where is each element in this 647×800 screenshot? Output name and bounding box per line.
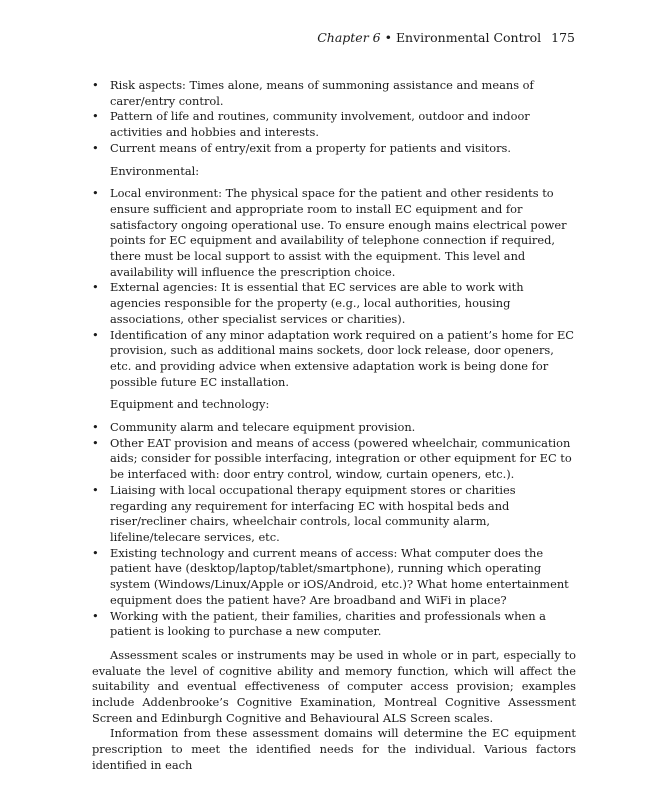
- list-item-text: Current means of entry/exit from a property for patients and visitors.: [110, 140, 511, 155]
- header-separator: •: [380, 30, 396, 45]
- list-item-text: Liaising with local occupational therapy equipment stores or charities regarding any requirement for interfacing EC with hospital beds and riser/recliner chairs, wheelchair controls, local community alarm, lifeline/telecare services, etc.: [110, 482, 516, 544]
- bullet-marker: •: [92, 482, 99, 497]
- list-item: [92, 280, 576, 327]
- list-item: [92, 609, 576, 640]
- list-item-text: Local environment: The physical space for the patient and other residents to ensure sufficient and appropriate room to install EC equipment and for satisfactory ongoing operational use. To ensure enough mains electrical power points for EC equipment and availability of telephone connection if required, there must be local support to assist with the equipment. This level and availability will influence the prescription choice.: [110, 186, 567, 279]
- list-item-text: External agencies: It is essential that EC services are able to work with agencies responsible for the property (e.g., local authorities, housing associations, other specialist services or charities).: [110, 280, 524, 326]
- list-item-text: Other EAT provision and means of access (powered wheelchair, communication aids; consider for possible interfacing, integration or other equipment for EC to be interfaced with: door entry control, window, curtain openers, etc.).: [110, 435, 572, 482]
- bullet-marker: •: [92, 545, 99, 560]
- list-item: [92, 78, 576, 109]
- list-item: [92, 436, 576, 483]
- spacer: [92, 640, 576, 648]
- paragraph-assessment-scales: Assessment scales or instruments may be used in whole or in part, especially to evaluate the level of cognitive ability and memory function, which will affect the suitability and eventual effectiveness of computer access provision; examples include Addenbrooke’s Cognitive Examination, Montreal Cognitive Assessment Screen and Edinburgh Cognitive and Behavioural ALS Screen scales.: [92, 647, 576, 725]
- bullet-marker: •: [92, 327, 99, 342]
- bullet-marker: •: [92, 420, 99, 435]
- bullet-marker: •: [92, 435, 99, 450]
- list-item-text: Pattern of life and routines, community involvement, outdoor and indoor activities and hobbies and interests.: [110, 109, 530, 140]
- bullet-marker: •: [92, 280, 99, 295]
- list-item-text: Community alarm and telecare equipment provision.: [110, 420, 416, 435]
- subheading-equipment: Equipment and technology:: [110, 397, 270, 412]
- running-head: [317, 28, 575, 48]
- list-item: [92, 420, 576, 436]
- page-number: 175: [551, 30, 575, 45]
- bullet-marker: •: [92, 78, 99, 92]
- list-item: [92, 328, 576, 391]
- bullet-marker: •: [92, 186, 99, 201]
- list-item-text: Identification of any minor adaptation work required on a patient’s home for EC provision, such as additional mains sockets, door lock release, door openers, etc. and providing advice when extensive adaptation work is being done for possible future EC installation.: [110, 327, 574, 389]
- list-item: [92, 186, 576, 280]
- bullet-list-assessment: [92, 78, 576, 157]
- bullet-marker: •: [92, 109, 99, 124]
- paragraph-information: Information from these assessment domains will determine the EC equipment prescription to meet the identified needs for the individual. Various factors identified in each: [92, 726, 576, 772]
- body-text: [92, 78, 576, 774]
- list-item: [92, 546, 576, 609]
- bullet-list-environmental: [92, 186, 576, 390]
- bullet-marker: •: [92, 140, 99, 155]
- list-item-text: Existing technology and current means of access: What computer does the patient have (desktop/laptop/tablet/smartphone), running which operating system (Windows/Linux/Apple or iOS/Android, etc.)? What home entertainment equipment does the patient have? Are broadband and WiFi in place?: [110, 545, 569, 607]
- section-title: Environmental Control: [395, 30, 542, 45]
- list-item: [92, 109, 576, 140]
- list-item: [92, 141, 576, 157]
- chapter-label: Chapter 6: [317, 30, 381, 45]
- list-item: [92, 483, 576, 546]
- subheading-environmental: Environmental:: [110, 163, 200, 178]
- list-item-text: Working with the patient, their families, charities and professionals when a patient is looking to purchase a new computer.: [110, 608, 546, 639]
- bullet-marker: •: [92, 608, 99, 623]
- bullet-list-equipment: [92, 420, 576, 640]
- list-item-text: Risk aspects: Times alone, means of summoning assistance and means of carer/entry control.: [110, 78, 534, 108]
